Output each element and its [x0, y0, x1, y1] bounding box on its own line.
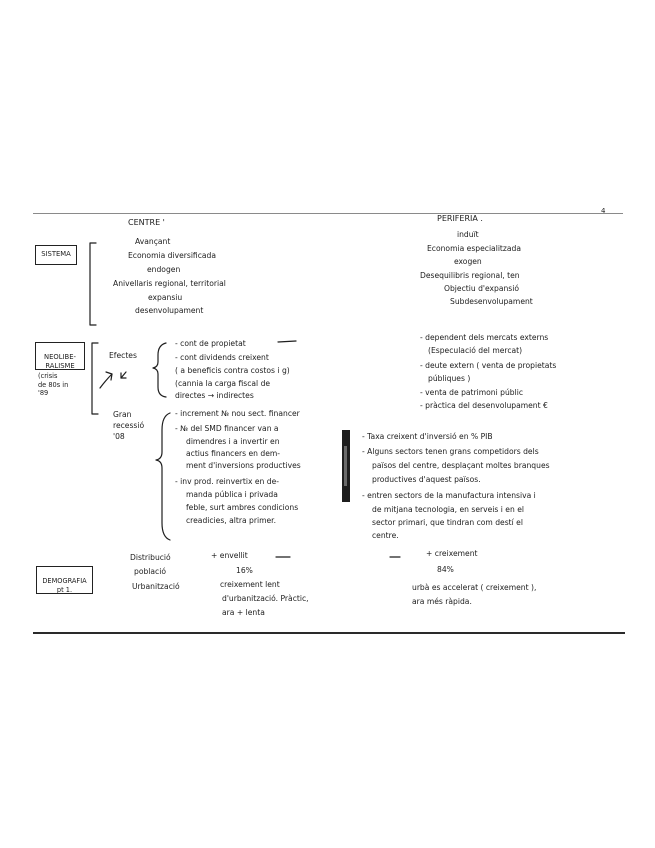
demografia-periferia-line: urbà es accelerat ( creixement ), — [412, 583, 537, 592]
periferia-recessio-line: de mitjana tecnologia, en serveis i en el — [372, 505, 524, 514]
periferia-recessio-line: centre. — [372, 531, 399, 540]
neolib-periferia-line: públiques ) — [428, 374, 471, 383]
efectes-brace — [153, 343, 166, 397]
gran-recessio-line: creadicies, altra primer. — [186, 516, 277, 525]
periferia-recessio-line: - entren sectors de la manufactura intensiva i — [362, 491, 536, 500]
periferia-header: PERIFERIA . — [437, 214, 483, 223]
sistema-periferia-line: Objectiu d'expansió — [444, 284, 520, 293]
gran-recessio-label: Gran recessió '08 — [113, 410, 145, 441]
sistema-centre-line: Avançant — [135, 237, 171, 246]
sistema-bracket — [90, 243, 96, 325]
demografia-row-label: població — [134, 567, 166, 576]
efectes-line: ( a beneficis contra costos i g) — [175, 366, 290, 375]
neoliberalisme-label: NEOLIBE- RALISME — [44, 353, 76, 370]
efectes-line: - cont dividends creixent — [175, 353, 269, 362]
demografia-periferia-line: 84% — [437, 565, 454, 574]
demografia-centre-line: + envellit — [211, 551, 248, 560]
sistema-label: SISTEMA — [41, 250, 71, 258]
sistema-periferia-line: Desequilibris regional, ten — [420, 271, 520, 280]
centre-header: CENTRE ' — [128, 218, 165, 227]
demografia-centre-line: ara + lenta — [222, 608, 265, 617]
gran-recessio-line: manda pública i privada — [186, 490, 278, 499]
periferia-recessio-line: països del centre, desplaçant moltes branques — [372, 461, 550, 470]
efectes-line: directes → indirectes — [175, 391, 254, 400]
sistema-periferia-line: exogen — [454, 257, 482, 266]
sistema-centre-line: Economia diversificada — [128, 251, 217, 260]
periferia-recessio-line: sector primari, que tindran com destí el — [372, 518, 523, 527]
gran-recessio-line: ment d'inversions productives — [186, 461, 301, 470]
sistema-centre-line: Anivellaris regional, territorial — [113, 279, 226, 288]
gran-recessio-line: dimendres i a invertir en — [186, 437, 280, 446]
efectes-line: (cannia la carga fiscal de — [175, 379, 271, 388]
note-arrow — [100, 374, 112, 388]
sistema-centre-line: expansiu — [148, 293, 183, 302]
gran-recessio-line: feble, surt ambres condicions — [186, 503, 299, 512]
gran-recessio-line: - increment № nou sect. financer — [175, 409, 300, 418]
demografia-row-label: Distribució — [130, 553, 171, 562]
sistema-periferia-line: Subdesenvolupament — [450, 297, 533, 306]
page-number: 4 — [601, 207, 606, 215]
neoliberalisme-bracket — [92, 343, 98, 414]
neolib-periferia-line: (Especulació del mercat) — [428, 346, 523, 355]
demografia-periferia-line: + creixement — [426, 549, 478, 558]
demografia-row-label: Urbanització — [132, 582, 180, 591]
demografia-centre-line: creixement lent — [220, 580, 280, 589]
neolib-periferia-line: - deute extern ( venta de propietats — [420, 361, 557, 370]
demografia-centre-line: 16% — [236, 566, 253, 575]
sistema-periferia-line: induït — [457, 230, 479, 239]
gran-recessio-line: - inv prod. reinvertix en de- — [175, 477, 280, 486]
sistema-centre-line: desenvolupament — [135, 306, 204, 315]
gran-recessio-line: actius financers en dem- — [186, 449, 281, 458]
demografia-centre-line: d'urbanització. Pràctic, — [222, 594, 309, 603]
efectes-arrow — [121, 372, 126, 378]
efectes-line: - cont de propietat — [175, 339, 246, 348]
sistema-centre-line: endogen — [147, 265, 181, 274]
periferia-recessio-line: - Taxa creixent d'inversió en % PIB — [362, 432, 493, 441]
neolib-periferia-line: - dependent dels mercats externs — [420, 333, 549, 342]
dash-stroke — [278, 341, 296, 342]
efectes-label: Efectes — [109, 351, 137, 360]
periferia-recessio-line: productives d'aquest països. — [372, 475, 481, 484]
gran-recessio-brace — [156, 413, 170, 540]
neoliberalisme-note: (crisis de 80s in '89 — [38, 372, 69, 398]
demografia-periferia-line: ara més ràpida. — [412, 597, 472, 606]
gran-recessio-line: - № del SMD financer van a — [175, 424, 279, 433]
neolib-periferia-line: - venta de patrimoni públic — [420, 388, 523, 397]
periferia-recessio-line: - Alguns sectors tenen grans competidors dels — [362, 447, 539, 456]
demografia-label: DEMOGRAFIA pt 1. — [42, 577, 87, 594]
neolib-periferia-line: - pràctica del desenvolupament € — [420, 401, 548, 410]
sistema-periferia-line: Economia especialitzada — [427, 244, 522, 253]
